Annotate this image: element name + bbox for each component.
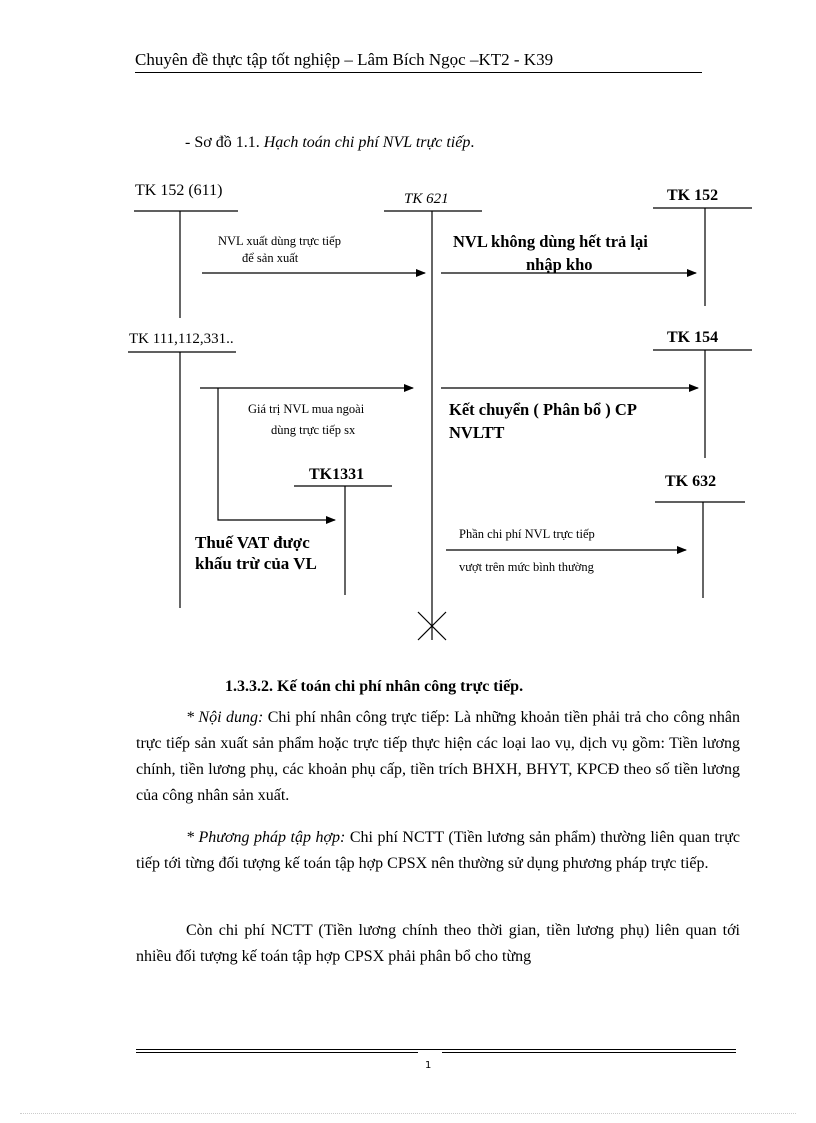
label-phan-chi-phi-line1: Phần chi phí NVL trực tiếp: [459, 527, 595, 541]
label-tk111: TK 111,112,331..: [129, 331, 234, 347]
label-tk632: TK 632: [665, 473, 717, 490]
label-gia-tri-line2: dùng trực tiếp sx: [271, 423, 356, 437]
footer-rule-right: [442, 1052, 736, 1053]
label-nvl-xuat-line1: NVL xuất dùng trực tiếp: [218, 234, 341, 248]
page-number: 1: [425, 1060, 432, 1071]
page-bottom-border: [20, 1113, 796, 1114]
label-phan-chi-phi-line2: vượt trên mức bình thường: [459, 560, 594, 574]
paragraph-noi-dung-text: Chi phí nhân công trực tiếp: Là những khoản tiền phải trả cho công nhân trực tiếp sản xuất sản phẩm hoặc trực tiếp thực hiện các loại lao vụ, dịch vụ gồm: Tiền lương chính, tiền lương phụ, các khoản phụ cấp, tiền trích BHXH, BHYT, KPCĐ theo số tiền lương của công nhân sản xuất.: [136, 709, 740, 804]
label-khong-dung-line2: nhập kho: [526, 255, 593, 274]
label-tk154: TK 154: [667, 329, 719, 346]
caption-prefix: - Sơ đồ 1.1.: [185, 134, 264, 151]
label-ket-chuyen-line1: Kết chuyển ( Phân bổ ) CP: [449, 400, 637, 419]
caption-suffix: .: [470, 134, 475, 151]
label-tk152-611: TK 152 (611): [135, 182, 223, 199]
footer-rule-left: [136, 1052, 418, 1053]
label-tk621: TK 621: [404, 191, 449, 207]
label-nvl-xuat-line2: để sản xuất: [242, 251, 299, 265]
label-khong-dung-line1: NVL không dùng hết trả lại: [453, 232, 648, 251]
caption-title: Hạch toán chi phí NVL trực tiếp: [263, 134, 471, 151]
paragraph-phuong-phap-text: Chi phí NCTT (Tiền lương sản phẩm) thường liên quan trực tiếp tới từng đối tượng kế toán tập hợp CPSX nên thường sử dụng phương pháp trực tiếp.: [136, 829, 740, 872]
paragraph-noi-dung-label: * Nội dung:: [186, 709, 264, 726]
label-ket-chuyen-line2: NVLTT: [449, 423, 505, 442]
label-thue-line1: Thuế VAT được: [195, 533, 310, 552]
label-gia-tri-line1: Giá trị NVL mua ngoài: [248, 402, 365, 416]
label-thue-line2: khấu trừ của VL: [195, 554, 317, 573]
section-title: 1.3.3.2. Kế toán chi phí nhân công trực tiếp.: [225, 678, 524, 695]
page-header: Chuyên đề thực tập tốt nghiệp – Lâm Bích Ngọc –KT2 - K39: [135, 50, 554, 69]
label-tk152: TK 152: [667, 187, 719, 204]
paragraph-phuong-phap: [136, 825, 740, 877]
footer-rule: [136, 1049, 736, 1050]
paragraph-con-chi-phi-text: Còn chi phí NCTT (Tiền lương chính theo thời gian, tiền lương phụ) liên quan tới nhiều đối tượng kế toán tập hợp CPSX phải phân bổ cho từng: [136, 922, 740, 965]
paragraph-con-chi-phi: [136, 918, 740, 970]
paragraph-phuong-phap-label: * Phương pháp tập hợp:: [186, 829, 346, 846]
label-tk1331: TK1331: [309, 466, 365, 483]
paragraph-noi-dung: [136, 705, 740, 809]
